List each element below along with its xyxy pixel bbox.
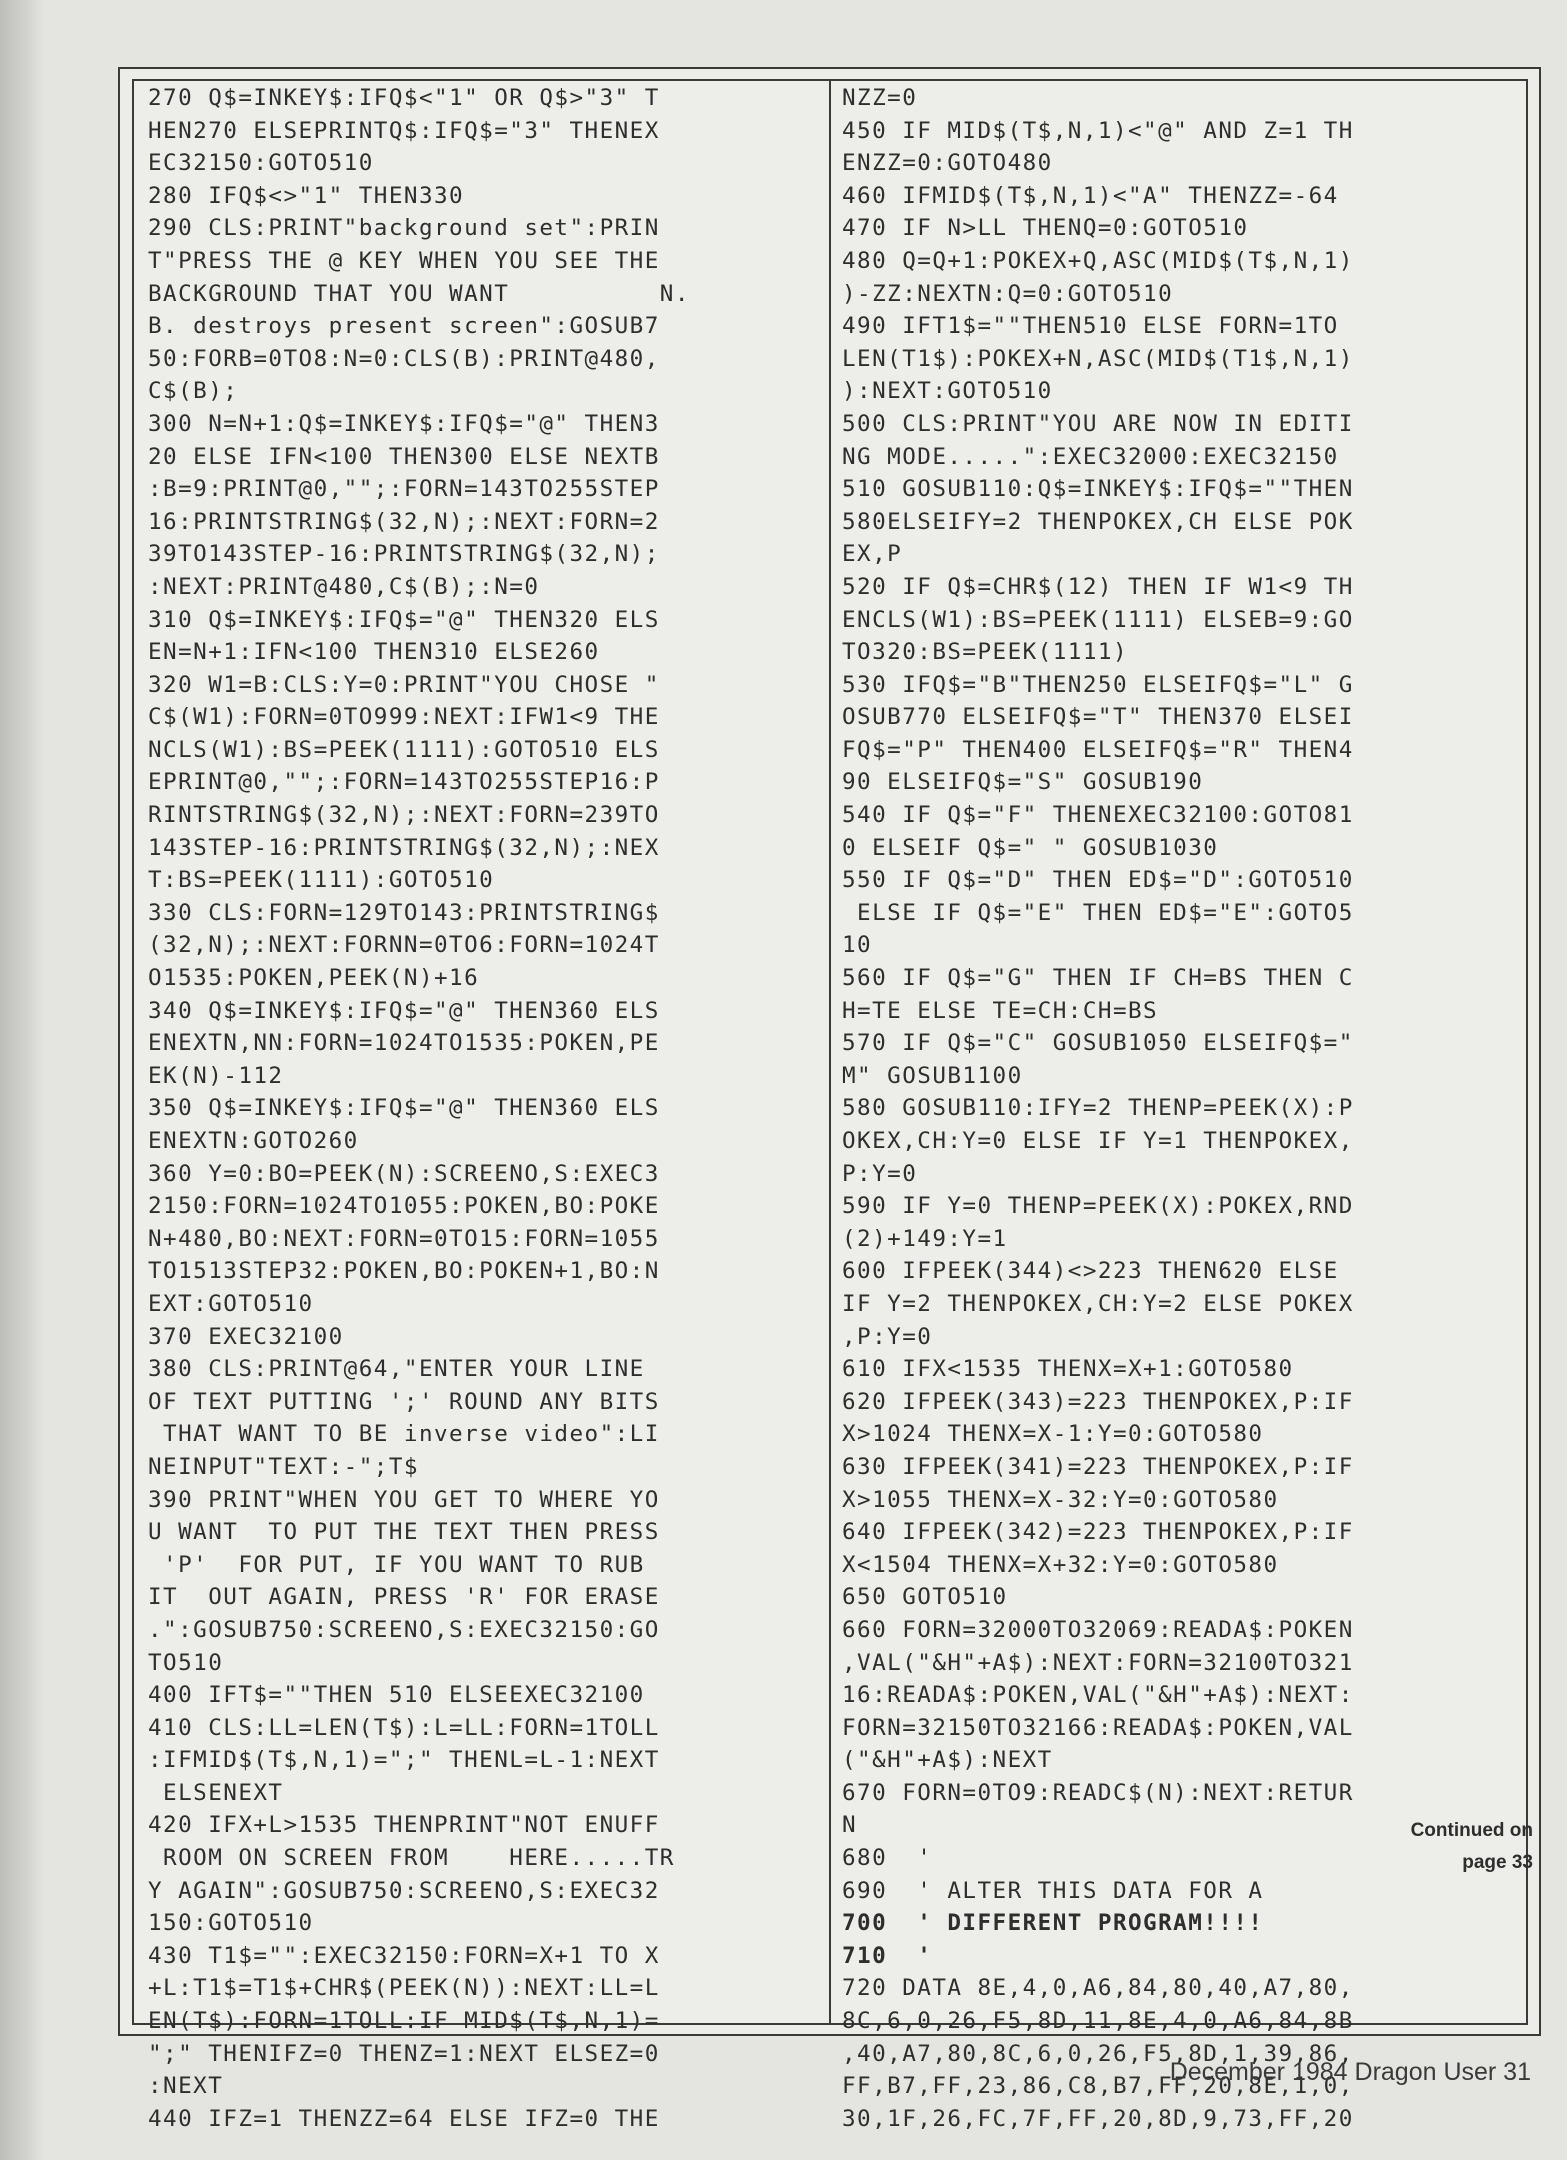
listing-line: 560 IF Q$="G" THEN IF CH=BS THEN C [842,965,1354,992]
listing-line: TO510 [148,1649,224,1676]
listing-line: EXT:GOTO510 [148,1290,314,1317]
listing-line: 590 IF Y=0 THENP=PEEK(X):POKEX,RND [842,1193,1354,1220]
listing-line: EK(N)-112 [148,1062,284,1089]
listing-line: 0 ELSEIF Q$=" " GOSUB1030 [842,834,1219,861]
page-binding-shadow [0,0,44,2160]
listing-line: T:BS=PEEK(1111):GOTO510 [148,867,495,894]
listing-line: 700 ' DIFFERENT PROGRAM!!!! [842,1910,1264,1937]
listing-line: EX,P [842,541,903,568]
listing-line: FORN=32150TO32166:READA$:POKEN,VAL [842,1714,1354,1741]
listing-line: C$(W1):FORN=0TO999:NEXT:IFW1<9 THE [148,704,660,731]
listing-line: ";" THENIFZ=0 THENZ=1:NEXT ELSEZ=0 [148,2040,660,2067]
listing-column-left [148,82,820,2135]
listing-line: NZZ=0 [842,85,918,111]
listing-line: T"PRESS THE @ KEY WHEN YOU SEE THE [148,247,660,274]
listing-line: 330 CLS:FORN=129TO143:PRINTSTRING$ [148,899,660,926]
column-divider [829,79,831,2025]
listing-line: .":GOSUB750:SCREENO,S:EXEC32150:GO [148,1616,660,1643]
listing-line: EN=N+1:IFN<100 THEN310 ELSE260 [148,639,600,666]
listing-line: P:Y=0 [842,1160,918,1187]
listing-line: 430 T1$="":EXEC32150:FORN=X+1 TO X [148,1942,660,1969]
listing-line: 720 DATA 8E,4,0,A6,84,80,40,A7,80, [842,1975,1354,2002]
listing-line: :IFMID$(T$,N,1)=";" THENL=L-1:NEXT [148,1747,660,1774]
listing-line: O1535:POKEN,PEEK(N)+16 [148,965,480,992]
listing-line: 680 ' [842,1845,933,1872]
listing-line: NG MODE.....":EXEC32000:EXEC32150 [842,443,1339,470]
listing-line: M" GOSUB1100 [842,1062,1023,1089]
listing-line: 10 [842,932,873,959]
listing-line: 650 GOTO510 [842,1584,1008,1611]
listing-line: 270 Q$=INKEY$:IFQ$<"1" OR Q$>"3" T [148,85,660,111]
listing-line: 520 IF Q$=CHR$(12) THEN IF W1<9 TH [842,573,1354,600]
listing-line: Y AGAIN":GOSUB750:SCREENO,S:EXEC32 [148,1877,660,1904]
listing-line: OF TEXT PUTTING ';' ROUND ANY BITS [148,1388,660,1415]
listing-line: ,P:Y=0 [842,1323,933,1350]
listing-line: 440 IFZ=1 THENZZ=64 ELSE IFZ=0 THE [148,2105,660,2132]
listing-line: OSUB770 ELSEIFQ$="T" THEN370 ELSEI [842,704,1354,731]
listing-line: 8C,6,0,26,F5,8D,11,8E,4,0,A6,84,8B [842,2008,1354,2035]
listing-line: 16:PRINTSTRING$(32,N);:NEXT:FORN=2 [148,508,660,535]
listing-line: EC32150:GOTO510 [148,150,374,177]
continued-note: Continued on [1410,1820,1533,1841]
listing-line: ,VAL("&H"+A$):NEXT:FORN=32100TO321 [842,1649,1354,1676]
listing-line: X>1055 THENX=X-32:Y=0:GOTO580 [842,1486,1279,1513]
listing-line: X<1504 THENX=X+32:Y=0:GOTO580 [842,1551,1279,1578]
listing-line: LEN(T1$):POKEX+N,ASC(MID$(T1$,N,1) [842,345,1354,372]
listing-line: 630 IFPEEK(341)=223 THENPOKEX,P:IF [842,1453,1354,1480]
listing-line: 710 ' [842,1942,933,1969]
listing-line: ("&H"+A$):NEXT [842,1747,1053,1774]
listing-line: 470 IF N>LL THENQ=0:GOTO510 [842,215,1249,242]
listing-line: ENCLS(W1):BS=PEEK(1111) ELSEB=9:GO [842,606,1354,633]
listing-line: FF,B7,FF,23,86,C8,B7,FF,20,8E,1,0, [842,2073,1354,2100]
listing-line: :NEXT:PRINT@480,C$(B);:N=0 [148,573,540,600]
listing-line: 400 IFT$=""THEN 510 ELSEEXEC32100 [148,1682,645,1709]
listing-line: ENEXTN,NN:FORN=1024TO1535:POKEN,PE [148,1030,660,1057]
listing-line: ELSENEXT [148,1779,284,1806]
listing-line: 143STEP-16:PRINTSTRING$(32,N);:NEX [148,834,660,861]
listing-line: X>1024 THENX=X-1:Y=0:GOTO580 [842,1421,1264,1448]
listing-line: 420 IFX+L>1535 THENPRINT"NOT ENUFF [148,1812,660,1839]
listing-line: IF Y=2 THENPOKEX,CH:Y=2 ELSE POKEX [842,1290,1354,1317]
listing-line: 410 CLS:LL=LEN(T$):L=LL:FORN=1TOLL [148,1714,660,1741]
listing-line: 540 IF Q$="F" THENEXEC32100:GOTO81 [842,802,1354,829]
listing-line: IT OUT AGAIN, PRESS 'R' FOR ERASE [148,1584,660,1611]
listing-line: ,40,A7,80,8C,6,0,26,F5,8D,1,39,86, [842,2040,1354,2067]
listing-line: 360 Y=0:BO=PEEK(N):SCREENO,S:EXEC3 [148,1160,660,1187]
listing-line: 600 IFPEEK(344)<>223 THEN620 ELSE [842,1258,1339,1285]
listing-line: :B=9:PRINT@0,"";:FORN=143TO255STEP [148,476,660,503]
listing-line: 580 GOSUB110:IFY=2 THENP=PEEK(X):P [842,1095,1354,1122]
listing-line: 640 IFPEEK(342)=223 THENPOKEX,P:IF [842,1519,1354,1546]
listing-line: 450 IF MID$(T$,N,1)<"@" AND Z=1 TH [842,117,1354,144]
listing-line: 610 IFX<1535 THENX=X+1:GOTO580 [842,1356,1294,1383]
listing-line: (2)+149:Y=1 [842,1225,1008,1252]
listing-line: )-ZZ:NEXTN:Q=0:GOTO510 [842,280,1174,307]
listing-line: N+480,BO:NEXT:FORN=0TO15:FORN=1055 [148,1225,660,1252]
page-footer: December 1984 Dragon User 31 [1169,2058,1531,2086]
listing-line: 320 W1=B:CLS:Y=0:PRINT"YOU CHOSE " [148,671,660,698]
listing-line: 'P' FOR PUT, IF YOU WANT TO RUB [148,1551,645,1578]
listing-line: 50:FORB=0TO8:N=0:CLS(B):PRINT@480, [148,345,660,372]
listing-line: 660 FORN=32000TO32069:READA$:POKEN [842,1616,1354,1643]
listing-line: ):NEXT:GOTO510 [842,378,1053,405]
listing-line: TO1513STEP32:POKEN,BO:POKEN+1,BO:N [148,1258,660,1285]
listing-line: ENZZ=0:GOTO480 [842,150,1053,177]
listing-line: 150:GOTO510 [148,1910,314,1937]
listing-line: EN(T$):FORN=1TOLL:IF MID$(T$,N,1)= [148,2008,660,2035]
listing-line: ELSE IF Q$="E" THEN ED$="E":GOTO5 [842,899,1354,926]
listing-line: 390 PRINT"WHEN YOU GET TO WHERE YO [148,1486,660,1513]
listing-line: 2150:FORN=1024TO1055:POKEN,BO:POKE [148,1193,660,1220]
listing-line: 280 IFQ$<>"1" THEN330 [148,182,465,209]
listing-line: U WANT TO PUT THE TEXT THEN PRESS [148,1519,660,1546]
listing-line: H=TE ELSE TE=CH:CH=BS [842,997,1159,1024]
listing-line: 620 IFPEEK(343)=223 THENPOKEX,P:IF [842,1388,1354,1415]
listing-line: ENEXTN:GOTO260 [148,1128,359,1154]
listing-line: 90 ELSEIFQ$="S" GOSUB190 [842,769,1204,796]
listing-line: EPRINT@0,"";:FORN=143TO255STEP16:P [148,769,660,796]
listing-line: 39TO143STEP-16:PRINTSTRING$(32,N); [148,541,660,568]
listing-line: BACKGROUND THAT YOU WANT N. [148,280,690,307]
listing-line: TO320:BS=PEEK(1111) [842,639,1128,666]
listing-line: :NEXT [148,2073,224,2100]
listing-line: RINTSTRING$(32,N);:NEXT:FORN=239TO [148,802,660,829]
listing-line: NEINPUT"TEXT:-";T$ [148,1453,419,1480]
listing-line: (32,N);:NEXT:FORNN=0TO6:FORN=1024T [148,932,660,959]
listing-line: 670 FORN=0TO9:READC$(N):NEXT:RETUR [842,1779,1354,1806]
listing-line: 690 ' ALTER THIS DATA FOR A [842,1877,1264,1904]
listing-line: C$(B); [148,378,239,405]
listing-line: 370 EXEC32100 [148,1323,344,1350]
listing-line: 350 Q$=INKEY$:IFQ$="@" THEN360 ELS [148,1095,660,1122]
listing-line: OKEX,CH:Y=0 ELSE IF Y=1 THENPOKEX, [842,1128,1354,1154]
listing-line: 310 Q$=INKEY$:IFQ$="@" THEN320 ELS [148,606,660,633]
listing-line: 300 N=N+1:Q$=INKEY$:IFQ$="@" THEN3 [148,410,660,437]
continued-page: page 33 [1462,1852,1533,1873]
listing-line: 16:READA$:POKEN,VAL("&H"+A$):NEXT: [842,1682,1354,1709]
listing-line: 530 IFQ$="B"THEN250 ELSEIFQ$="L" G [842,671,1354,698]
listing-line: 580ELSEIFY=2 THENPOKEX,CH ELSE POK [842,508,1354,535]
listing-line: FQ$="P" THEN400 ELSEIFQ$="R" THEN4 [842,736,1354,763]
listing-line: THAT WANT TO BE inverse video":LI [148,1421,660,1448]
listing-line: 570 IF Q$="C" GOSUB1050 ELSEIFQ$=" [842,1030,1354,1057]
listing-line: B. destroys present screen":GOSUB7 [148,313,660,340]
listing-line: N [842,1812,858,1839]
listing-line: 550 IF Q$="D" THEN ED$="D":GOTO510 [842,867,1354,894]
listing-line: 460 IFMID$(T$,N,1)<"A" THENZZ=-64 [842,182,1339,209]
listing-line: ROOM ON SCREEN FROM HERE.....TR [148,1845,675,1872]
listing-line: 490 IFT1$=""THEN510 ELSE FORN=1TO [842,313,1339,340]
listing-line: 500 CLS:PRINT"YOU ARE NOW IN EDITI [842,410,1354,437]
listing-line: 510 GOSUB110:Q$=INKEY$:IFQ$=""THEN [842,476,1354,503]
listing-line: 480 Q=Q+1:POKEX+Q,ASC(MID$(T$,N,1) [842,247,1354,274]
listing-line: +L:T1$=T1$+CHR$(PEEK(N)):NEXT:LL=L [148,1975,660,2002]
listing-line: HEN270 ELSEPRINTQ$:IFQ$="3" THENEX [148,117,660,144]
listing-line: 380 CLS:PRINT@64,"ENTER YOUR LINE [148,1356,645,1383]
listing-line: 20 ELSE IFN<100 THEN300 ELSE NEXTB [148,443,660,470]
listing-line: 340 Q$=INKEY$:IFQ$="@" THEN360 ELS [148,997,660,1024]
listing-line: 30,1F,26,FC,7F,FF,20,8D,9,73,FF,20 [842,2105,1354,2132]
listing-line: 290 CLS:PRINT"background set":PRIN [148,215,660,242]
listing-line: NCLS(W1):BS=PEEK(1111):GOTO510 ELS [148,736,660,763]
